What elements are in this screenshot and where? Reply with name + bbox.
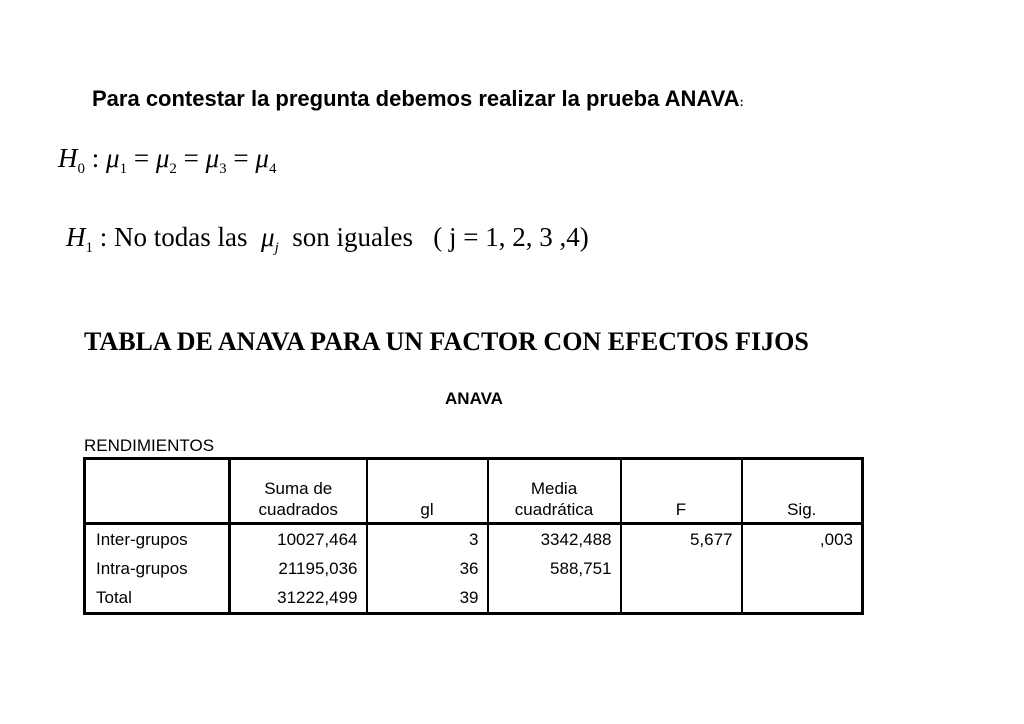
h1-text-b: son iguales (292, 222, 413, 252)
mu-4-sub: 4 (268, 161, 277, 177)
h0-colon: : (91, 143, 100, 173)
intro-colon: : (739, 95, 744, 109)
mu-2: μ (155, 143, 170, 173)
cell-df: 3 (367, 524, 488, 555)
header-mean-square: Media cuadrática (488, 459, 621, 524)
cell-sig (742, 583, 863, 614)
h1-text-c: ( j = 1, 2, 3 ,4) (433, 222, 589, 252)
cell-f: 5,677 (621, 524, 742, 555)
table-row (85, 554, 863, 583)
mu-j-sub: j (274, 240, 279, 256)
cell-sig: ,003 (742, 524, 863, 555)
anova-caption: ANAVA (445, 389, 503, 408)
h1-subscript: 1 (85, 240, 93, 256)
intro-text (92, 86, 744, 112)
cell-f (621, 554, 742, 583)
h1-symbol: H (66, 222, 86, 252)
row-source: Inter-grupos (96, 529, 188, 549)
header-row (85, 459, 863, 524)
dependent-variable-label: RENDIMIENTOS (84, 436, 215, 455)
cell-ss: 10027,464 (230, 524, 367, 555)
cell-df: 36 (367, 554, 488, 583)
cell-sig (742, 554, 863, 583)
row-source: Intra-grupos (96, 558, 188, 578)
h0-symbol: H (58, 143, 78, 173)
anova-table (83, 457, 864, 615)
cell-f (621, 583, 742, 614)
mu-1-sub: 1 (119, 161, 128, 177)
cell-ss: 21195,036 (230, 554, 367, 583)
equals-1: = (133, 143, 150, 173)
cell-ms: 3342,488 (488, 524, 621, 555)
h0-subscript: 0 (77, 161, 85, 177)
mu-2-sub: 2 (169, 161, 177, 177)
table-row (85, 524, 863, 555)
equals-2: = (183, 143, 199, 173)
cell-ms: 588,751 (488, 554, 621, 583)
alternative-hypothesis (66, 222, 589, 256)
h1-text-a: : No todas las (99, 222, 248, 252)
table-title: TABLA DE ANAVA PARA UN FACTOR CON EFECTOS FIJOS (84, 327, 809, 356)
equals-3: = (233, 143, 249, 173)
table-row (85, 583, 863, 614)
mu-3-sub: 3 (219, 161, 227, 177)
cell-ss: 31222,499 (230, 583, 367, 614)
cell-df: 39 (367, 583, 488, 614)
header-f: F (621, 459, 742, 524)
header-sum-of-squares: Suma de cuadrados (230, 459, 367, 524)
null-hypothesis (58, 143, 277, 177)
intro-sentence: Para contestar la pregunta debemos realizar la prueba ANAVA (92, 86, 740, 111)
header-source (85, 459, 230, 524)
mu-j: μ (261, 222, 275, 252)
cell-ms (488, 583, 621, 614)
mu-1: μ (106, 143, 120, 173)
mu-4: μ (255, 143, 269, 173)
header-df: gl (367, 459, 488, 524)
mu-3: μ (205, 143, 220, 173)
header-sig: Sig. (742, 459, 863, 524)
row-source: Total (96, 587, 132, 607)
